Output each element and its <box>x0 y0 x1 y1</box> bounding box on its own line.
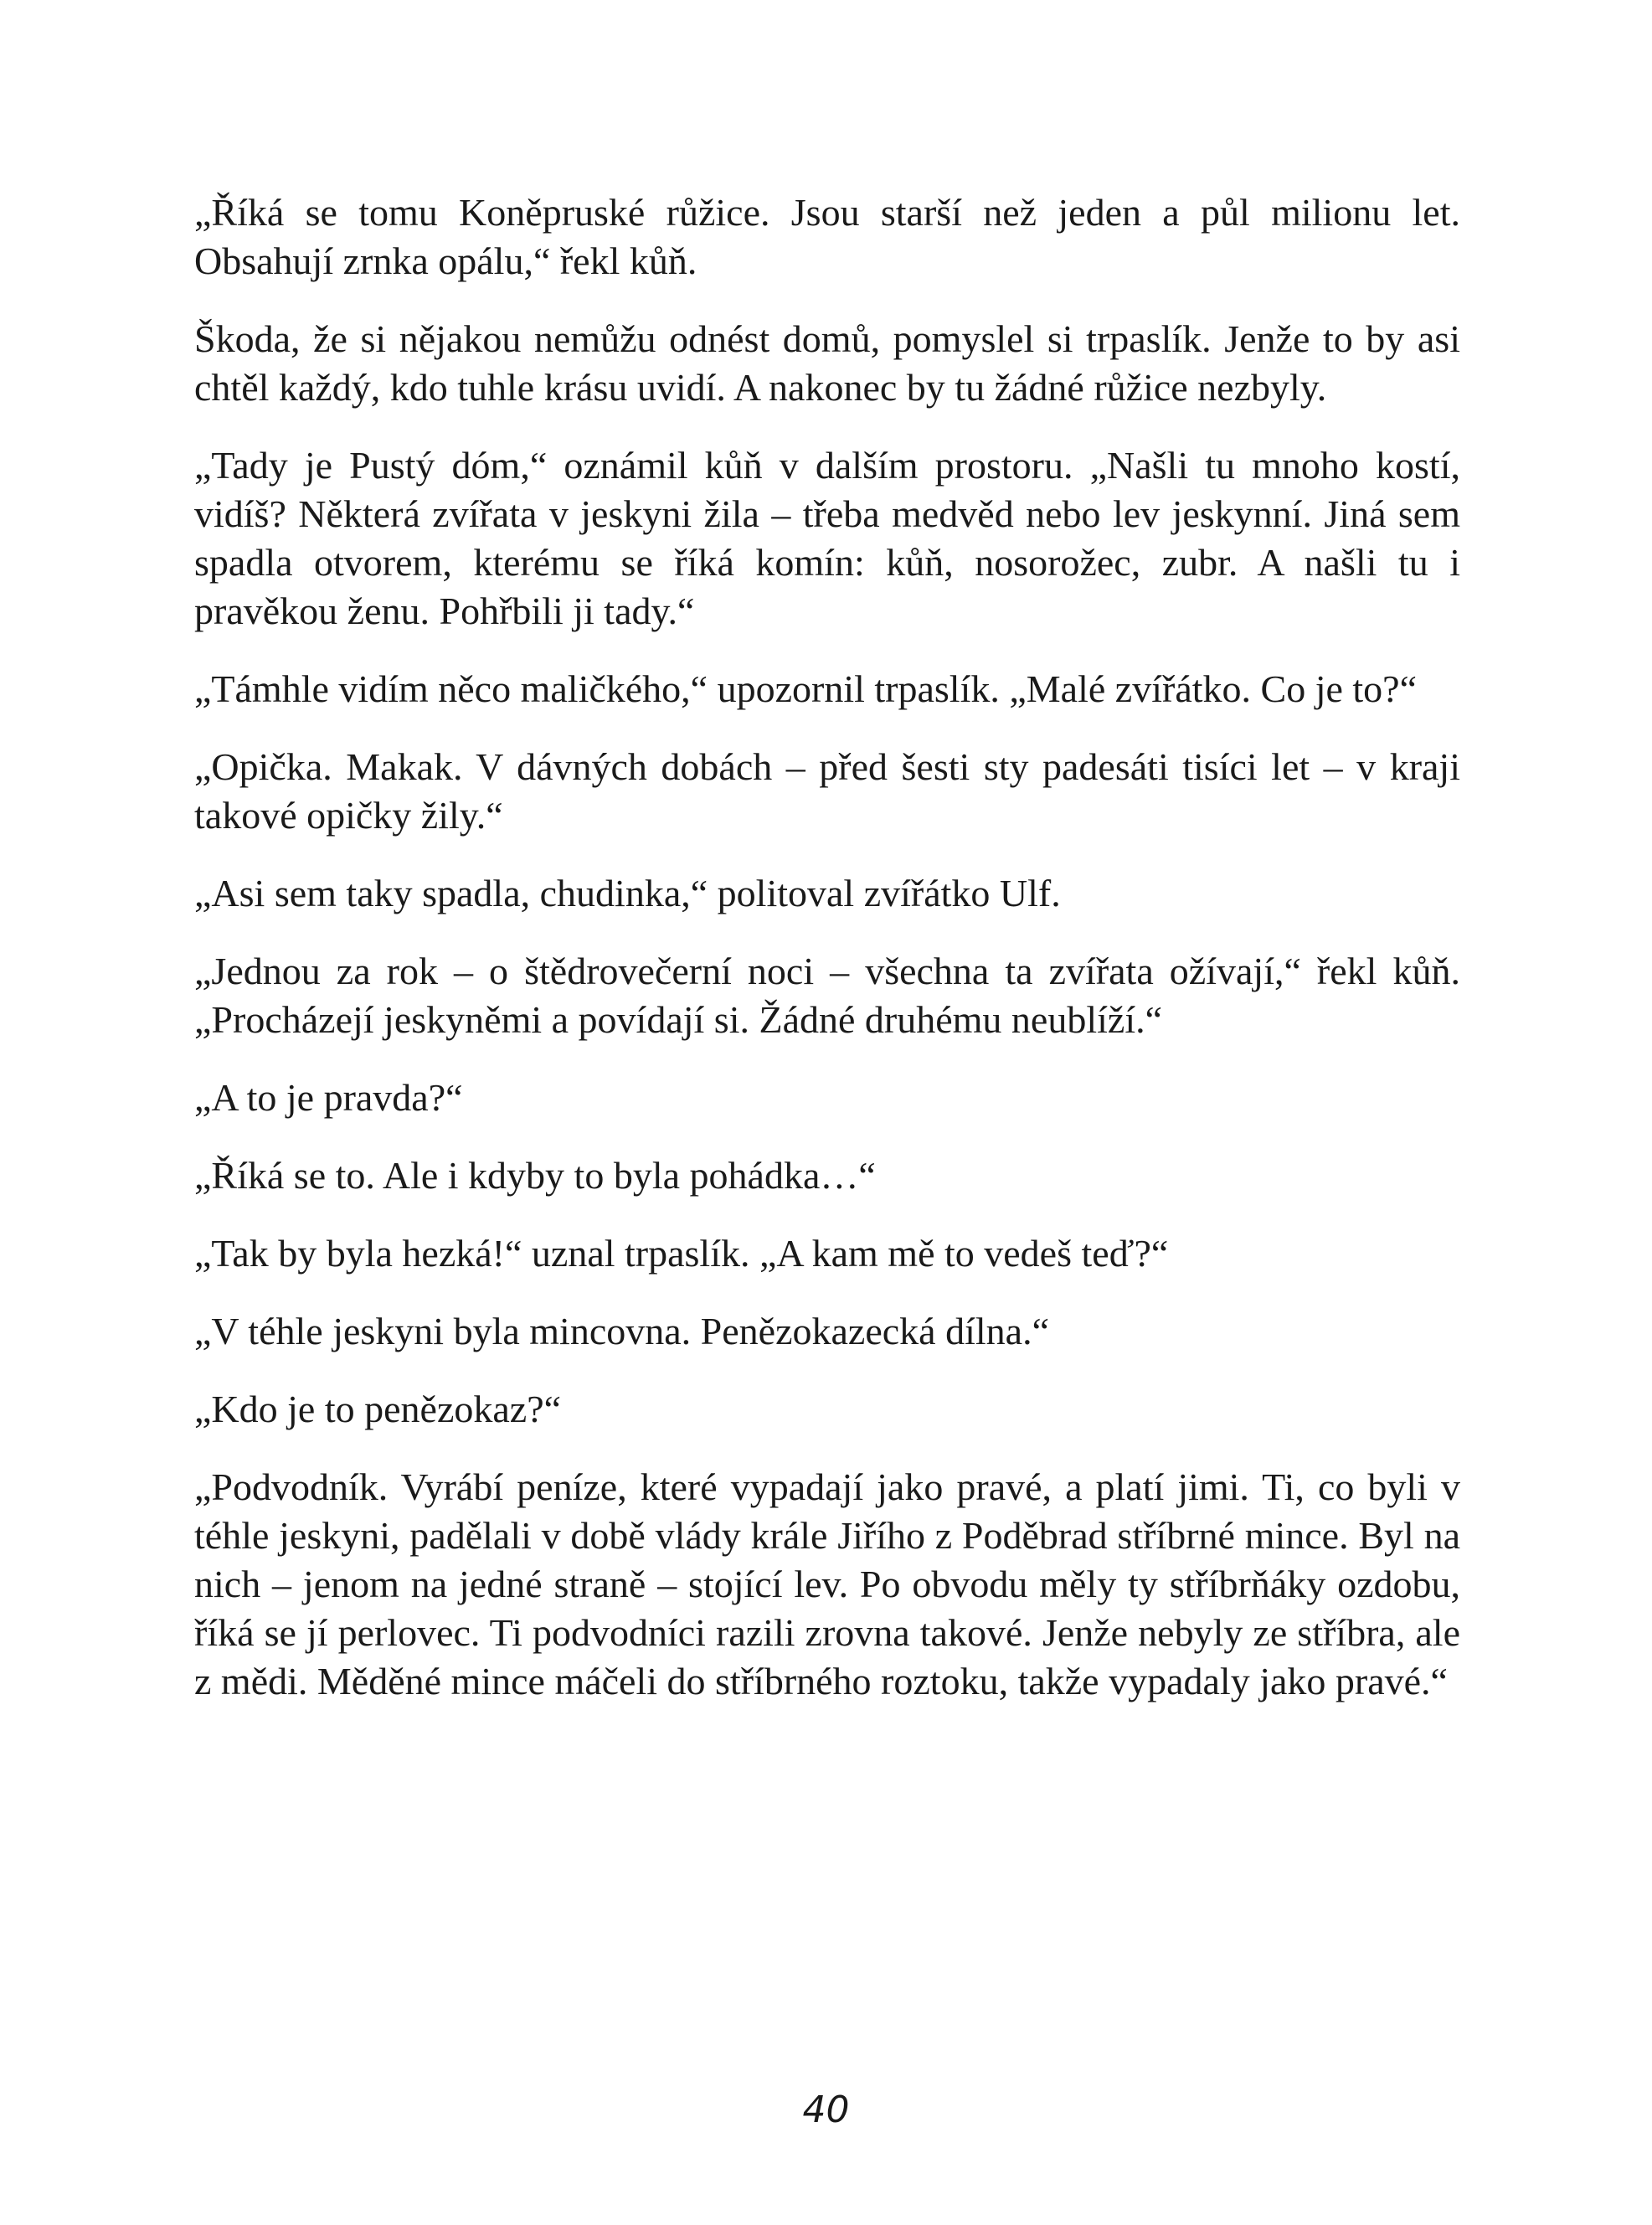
paragraph-4: „Támhle vidím něco maličkého,“ upozornil trpaslík. „Malé zvířátko. Co je to?“ <box>194 667 1418 710</box>
paragraph-3: „Tady je Pustý dóm,“ oznámil kůň v dalším prostoru. „Našli tu mnoho kostí, vidíš? Některá zvířata v jeskyni žila – třeba medvěd nebo lev jeskynní. Jiná sem spadla otvorem, kterému se říká komín: kůň, nosorožec, zubr. A našli tu i pravěkou ženu. Pohřbili ji tady.“ <box>194 444 1460 632</box>
paragraph-6: „Asi sem taky spadla, chudinka,“ politoval zvířátko Ulf. <box>194 872 1061 914</box>
paragraph-9: „Říká se to. Ale i kdyby to byla pohádka…“ <box>194 1154 876 1197</box>
paragraph-1: „Říká se tomu Koněpruské růžice. Jsou starší než jeden a půl milionu let. Obsahují zrnka opálu,“ řekl kůň. <box>194 191 1460 282</box>
paragraph-2: Škoda, že si nějakou nemůžu odnést domů, pomyslel si trpaslík. Jenže to by asi chtěl každý, kdo tuhle krásu uvidí. A nakonec by tu žádné růžice nezbyly. <box>194 317 1460 409</box>
paragraph-7: „Jednou za rok – o štědrovečerní noci – všechna ta zvířata ožívají,“ řekl kůň. „Procházejí jeskyněmi a povídají si. Žádné druhému neublíží.“ <box>194 950 1460 1041</box>
page-number: 40 <box>802 2089 850 2131</box>
body-text <box>194 188 1460 1706</box>
paragraph-8: „A to je pravda?“ <box>194 1076 463 1119</box>
paragraph-10: „Tak by byla hezká!“ uznal trpaslík. „A kam mě to vedeš teď?“ <box>194 1232 1169 1275</box>
paragraph-13: „Podvodník. Vyrábí peníze, které vypadají jako pravé, a platí jimi. Ti, co byli v téhle jeskyni, padělali v době vlády krále Jiřího z Poděbrad stříbrné mince. Byl na nich – jenom na jedné straně – stojící lev. Po obvodu měly ty stříbrňáky ozdobu, říká se jí perlovec. Ti podvodníci razili zrovna takové. Jenže nebyly ze stříbra, ale z mědi. Měděné mince máčeli do stříbrného roztoku, takže vypadaly jako pravé.“ <box>194 1465 1460 1702</box>
paragraph-11: „V téhle jeskyni byla mincovna. Penězokazecká dílna.“ <box>194 1310 1049 1352</box>
paragraph-5: „Opička. Makak. V dávných dobách – před šesti sty padesáti tisíci let – v kraji takové opičky žily.“ <box>194 745 1460 837</box>
paragraph-12: „Kdo je to penězokaz?“ <box>194 1388 562 1430</box>
